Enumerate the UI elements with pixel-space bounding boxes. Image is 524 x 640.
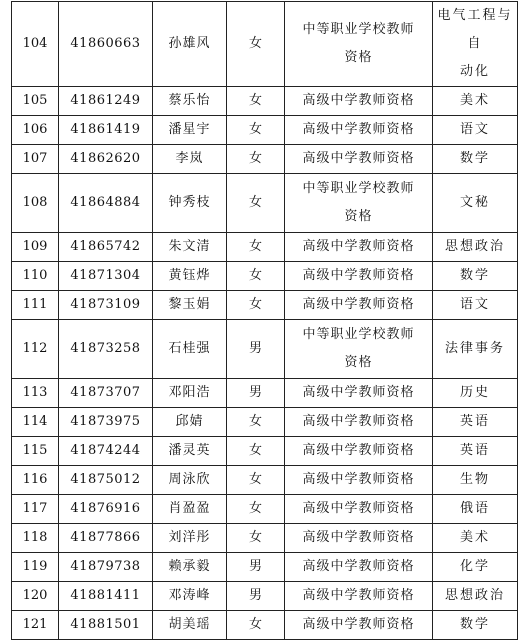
qualification-line: 资格	[344, 209, 373, 224]
candidate-name-cell: 石桂强	[153, 320, 227, 379]
subject-cell	[433, 582, 518, 611]
candidate-sex-cell: 男	[227, 379, 285, 408]
subject-cell	[433, 87, 518, 116]
qualification-cell	[285, 233, 433, 262]
candidate-sex-cell: 男	[227, 582, 285, 611]
candidate-id-cell: 41862620	[59, 145, 153, 174]
subject-line: 语文	[459, 122, 490, 137]
qualification-line: 高级中学教师资格	[302, 122, 415, 137]
candidate-table	[11, 1, 518, 640]
candidate-name-cell: 胡美瑶	[153, 611, 227, 640]
candidate-id-cell: 41873707	[59, 379, 153, 408]
candidate-name-cell: 邓涛峰	[153, 582, 227, 611]
candidate-name-cell: 孙雄风	[153, 2, 227, 87]
table-row	[12, 466, 518, 495]
table-row	[12, 2, 518, 87]
candidate-name-cell: 潘星宇	[153, 116, 227, 145]
qualification-cell	[285, 611, 433, 640]
candidate-sex-cell: 女	[227, 2, 285, 87]
subject-cell	[433, 2, 518, 87]
row-number-cell: 113	[12, 379, 59, 408]
candidate-id-cell: 41860663	[59, 2, 153, 87]
row-number-cell: 117	[12, 495, 59, 524]
row-number-cell: 114	[12, 408, 59, 437]
candidate-sex-cell: 女	[227, 466, 285, 495]
table-row	[12, 87, 518, 116]
qualification-line: 资格	[344, 50, 373, 65]
candidate-sex-cell: 女	[227, 145, 285, 174]
candidate-id-cell: 41864884	[59, 174, 153, 233]
qualification-cell	[285, 174, 433, 233]
qualification-cell	[285, 145, 433, 174]
subject-cell	[433, 291, 518, 320]
candidate-id-cell: 41875012	[59, 466, 153, 495]
table-row	[12, 233, 518, 262]
qualification-cell	[285, 408, 433, 437]
candidate-id-cell: 41873258	[59, 320, 153, 379]
subject-line: 历史	[459, 385, 490, 400]
table-row	[12, 524, 518, 553]
subject-line: 英语	[459, 443, 490, 458]
subject-line: 动化	[459, 64, 490, 79]
qualification-line: 高级中学教师资格	[302, 239, 415, 254]
subject-line: 俄语	[459, 501, 490, 516]
candidate-name-cell: 钟秀枝	[153, 174, 227, 233]
subject-line: 美术	[459, 93, 490, 108]
candidate-sex-cell: 女	[227, 87, 285, 116]
qualification-cell	[285, 524, 433, 553]
qualification-cell	[285, 437, 433, 466]
table-row	[12, 291, 518, 320]
candidate-sex-cell: 女	[227, 174, 285, 233]
row-number-cell: 116	[12, 466, 59, 495]
subject-line: 思想政治	[444, 239, 505, 254]
subject-line: 文秘	[459, 195, 490, 210]
row-number-cell: 110	[12, 262, 59, 291]
candidate-name-cell: 邱婧	[153, 408, 227, 437]
table-row	[12, 611, 518, 640]
candidate-name-cell: 周泳欣	[153, 466, 227, 495]
candidate-id-cell: 41873975	[59, 408, 153, 437]
candidate-name-cell: 肖盈盈	[153, 495, 227, 524]
subject-cell	[433, 553, 518, 582]
row-number-cell: 112	[12, 320, 59, 379]
qualification-line: 高级中学教师资格	[302, 297, 415, 312]
table-row	[12, 320, 518, 379]
subject-line: 思想政治	[444, 588, 505, 603]
candidate-name-cell: 李岚	[153, 145, 227, 174]
subject-line: 数学	[459, 151, 490, 166]
subject-cell	[433, 379, 518, 408]
row-number-cell: 119	[12, 553, 59, 582]
candidate-name-cell: 赖承毅	[153, 553, 227, 582]
candidate-sex-cell: 女	[227, 611, 285, 640]
qualification-cell	[285, 2, 433, 87]
row-number-cell: 121	[12, 611, 59, 640]
qualification-cell	[285, 87, 433, 116]
table-row	[12, 437, 518, 466]
qualification-line: 中等职业学校教师	[302, 22, 415, 37]
subject-line: 化学	[459, 559, 490, 574]
candidate-name-cell: 潘灵英	[153, 437, 227, 466]
subject-cell	[433, 116, 518, 145]
candidate-id-cell: 41865742	[59, 233, 153, 262]
qualification-line: 高级中学教师资格	[302, 414, 415, 429]
subject-line: 电气工程与自	[437, 8, 513, 51]
subject-line: 生物	[459, 472, 490, 487]
candidate-sex-cell: 女	[227, 524, 285, 553]
candidate-name-cell: 邓阳浩	[153, 379, 227, 408]
candidate-id-cell: 41876916	[59, 495, 153, 524]
candidate-id-cell: 41873109	[59, 291, 153, 320]
table-row	[12, 495, 518, 524]
candidate-table-body	[12, 2, 518, 640]
subject-cell	[433, 233, 518, 262]
qualification-cell	[285, 116, 433, 145]
table-row	[12, 116, 518, 145]
table-row	[12, 553, 518, 582]
qualification-line: 高级中学教师资格	[302, 617, 415, 632]
row-number-cell: 118	[12, 524, 59, 553]
qualification-cell	[285, 582, 433, 611]
subject-cell	[433, 262, 518, 291]
candidate-sex-cell: 女	[227, 233, 285, 262]
qualification-line: 高级中学教师资格	[302, 93, 415, 108]
subject-line: 数学	[459, 617, 490, 632]
qualification-line: 高级中学教师资格	[302, 472, 415, 487]
qualification-cell	[285, 553, 433, 582]
candidate-name-cell: 刘洋彤	[153, 524, 227, 553]
table-row	[12, 262, 518, 291]
candidate-sex-cell: 男	[227, 320, 285, 379]
row-number-cell: 109	[12, 233, 59, 262]
row-number-cell: 104	[12, 2, 59, 87]
candidate-id-cell: 41877866	[59, 524, 153, 553]
candidate-name-cell: 黄钰烨	[153, 262, 227, 291]
candidate-id-cell: 41881501	[59, 611, 153, 640]
qualification-line: 高级中学教师资格	[302, 151, 415, 166]
subject-cell	[433, 174, 518, 233]
candidate-name-cell: 朱文清	[153, 233, 227, 262]
row-number-cell: 111	[12, 291, 59, 320]
table-row	[12, 145, 518, 174]
candidate-sex-cell: 女	[227, 495, 285, 524]
table-row	[12, 408, 518, 437]
qualification-line: 高级中学教师资格	[302, 530, 415, 545]
candidate-id-cell: 41861419	[59, 116, 153, 145]
subject-line: 数学	[459, 268, 490, 283]
row-number-cell: 120	[12, 582, 59, 611]
qualification-cell	[285, 320, 433, 379]
subject-line: 法律事务	[444, 341, 505, 356]
candidate-sex-cell: 女	[227, 262, 285, 291]
candidate-sex-cell: 女	[227, 437, 285, 466]
qualification-line: 高级中学教师资格	[302, 443, 415, 458]
qualification-cell	[285, 495, 433, 524]
candidate-sex-cell: 男	[227, 553, 285, 582]
subject-cell	[433, 466, 518, 495]
subject-line: 语文	[459, 297, 490, 312]
subject-cell	[433, 495, 518, 524]
subject-cell	[433, 611, 518, 640]
subject-cell	[433, 408, 518, 437]
subject-cell	[433, 524, 518, 553]
candidate-id-cell: 41874244	[59, 437, 153, 466]
qualification-cell	[285, 291, 433, 320]
qualification-cell	[285, 466, 433, 495]
table-row	[12, 379, 518, 408]
row-number-cell: 107	[12, 145, 59, 174]
qualification-line: 中等职业学校教师	[302, 327, 415, 342]
table-row	[12, 582, 518, 611]
candidate-id-cell: 41871304	[59, 262, 153, 291]
row-number-cell: 115	[12, 437, 59, 466]
qualification-line: 高级中学教师资格	[302, 501, 415, 516]
candidate-name-cell: 蔡乐怡	[153, 87, 227, 116]
subject-line: 美术	[459, 530, 490, 545]
row-number-cell: 105	[12, 87, 59, 116]
subject-cell	[433, 437, 518, 466]
candidate-sex-cell: 女	[227, 116, 285, 145]
qualification-cell	[285, 379, 433, 408]
qualification-line: 高级中学教师资格	[302, 385, 415, 400]
row-number-cell: 106	[12, 116, 59, 145]
subject-cell	[433, 145, 518, 174]
candidate-sex-cell: 女	[227, 291, 285, 320]
qualification-line: 高级中学教师资格	[302, 588, 415, 603]
table-row	[12, 174, 518, 233]
candidate-id-cell: 41879738	[59, 553, 153, 582]
subject-line: 英语	[459, 414, 490, 429]
qualification-line: 中等职业学校教师	[302, 181, 415, 196]
candidate-name-cell: 黎玉娟	[153, 291, 227, 320]
candidate-id-cell: 41861249	[59, 87, 153, 116]
candidate-id-cell: 41881411	[59, 582, 153, 611]
qualification-cell	[285, 262, 433, 291]
candidate-sex-cell: 女	[227, 408, 285, 437]
row-number-cell: 108	[12, 174, 59, 233]
subject-cell	[433, 320, 518, 379]
qualification-line: 高级中学教师资格	[302, 268, 415, 283]
qualification-line: 高级中学教师资格	[302, 559, 415, 574]
qualification-line: 资格	[344, 355, 373, 370]
